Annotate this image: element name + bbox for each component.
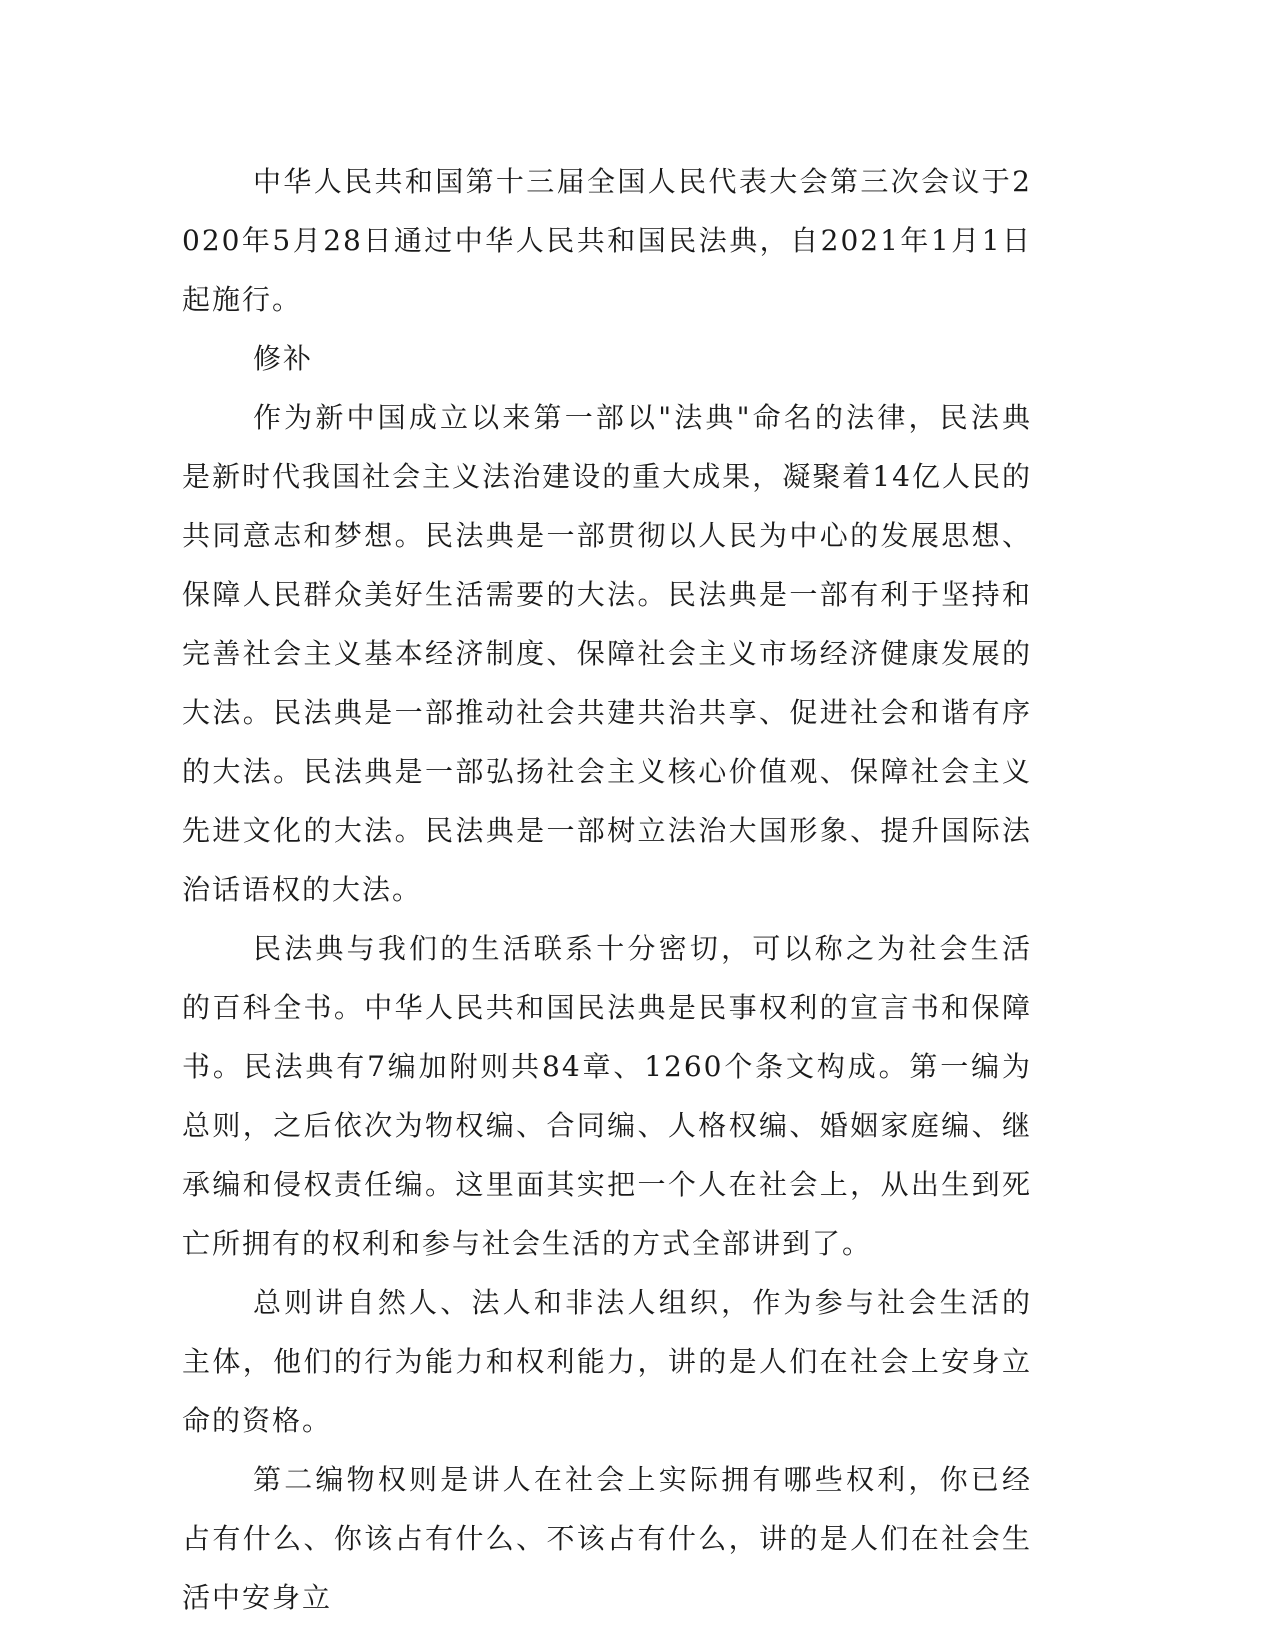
paragraph-structure: 民法典与我们的生活联系十分密切，可以称之为社会生活的百科全书。中华人民共和国民法典是民事权利的宣言书和保障书。民法典有7编加附则共84章、1260个条文构成。第一编为总则，之后依次为物权编、合同编、人格权编、婚姻家庭编、继承编和侵权责任编。这里面其实把一个人在社会上，从出生到死亡所拥有的权利和参与社会生活的方式全部讲到了。 [182, 932, 1032, 1260]
paragraph-general-provisions: 总则讲自然人、法人和非法人组织，作为参与社会生活的主体，他们的行为能力和权利能力，讲的是人们在社会上安身立命的资格。 [182, 1286, 1032, 1437]
paragraph-property-rights: 第二编物权则是讲人在社会上实际拥有哪些权利，你已经占有什么、你该占有什么、不该占有什么，讲的是人们在社会生活中安身立 [182, 1463, 1032, 1614]
paragraph-enactment: 中华人民共和国第十三届全国人民代表大会第三次会议于2020年5月28日通过中华人民共和国民法典，自2021年1月1日起施行。 [182, 165, 1032, 316]
document-body [182, 152, 1032, 1627]
paragraph-significance: 作为新中国成立以来第一部以"法典"命名的法律，民法典是新时代我国社会主义法治建设的重大成果，凝聚着14亿人民的共同意志和梦想。民法典是一部贯彻以人民为中心的发展思想、保障人民群众美好生活需要的大法。民法典是一部有利于坚持和完善社会主义基本经济制度、保障社会主义市场经济健康发展的大法。民法典是一部推动社会共建共治共享、促进社会和谐有序的大法。民法典是一部弘扬社会主义核心价值观、保障社会主义先进文化的大法。民法典是一部树立法治大国形象、提升国际法治话语权的大法。 [182, 401, 1032, 906]
paragraph-heading-revision: 修补 [253, 342, 314, 375]
